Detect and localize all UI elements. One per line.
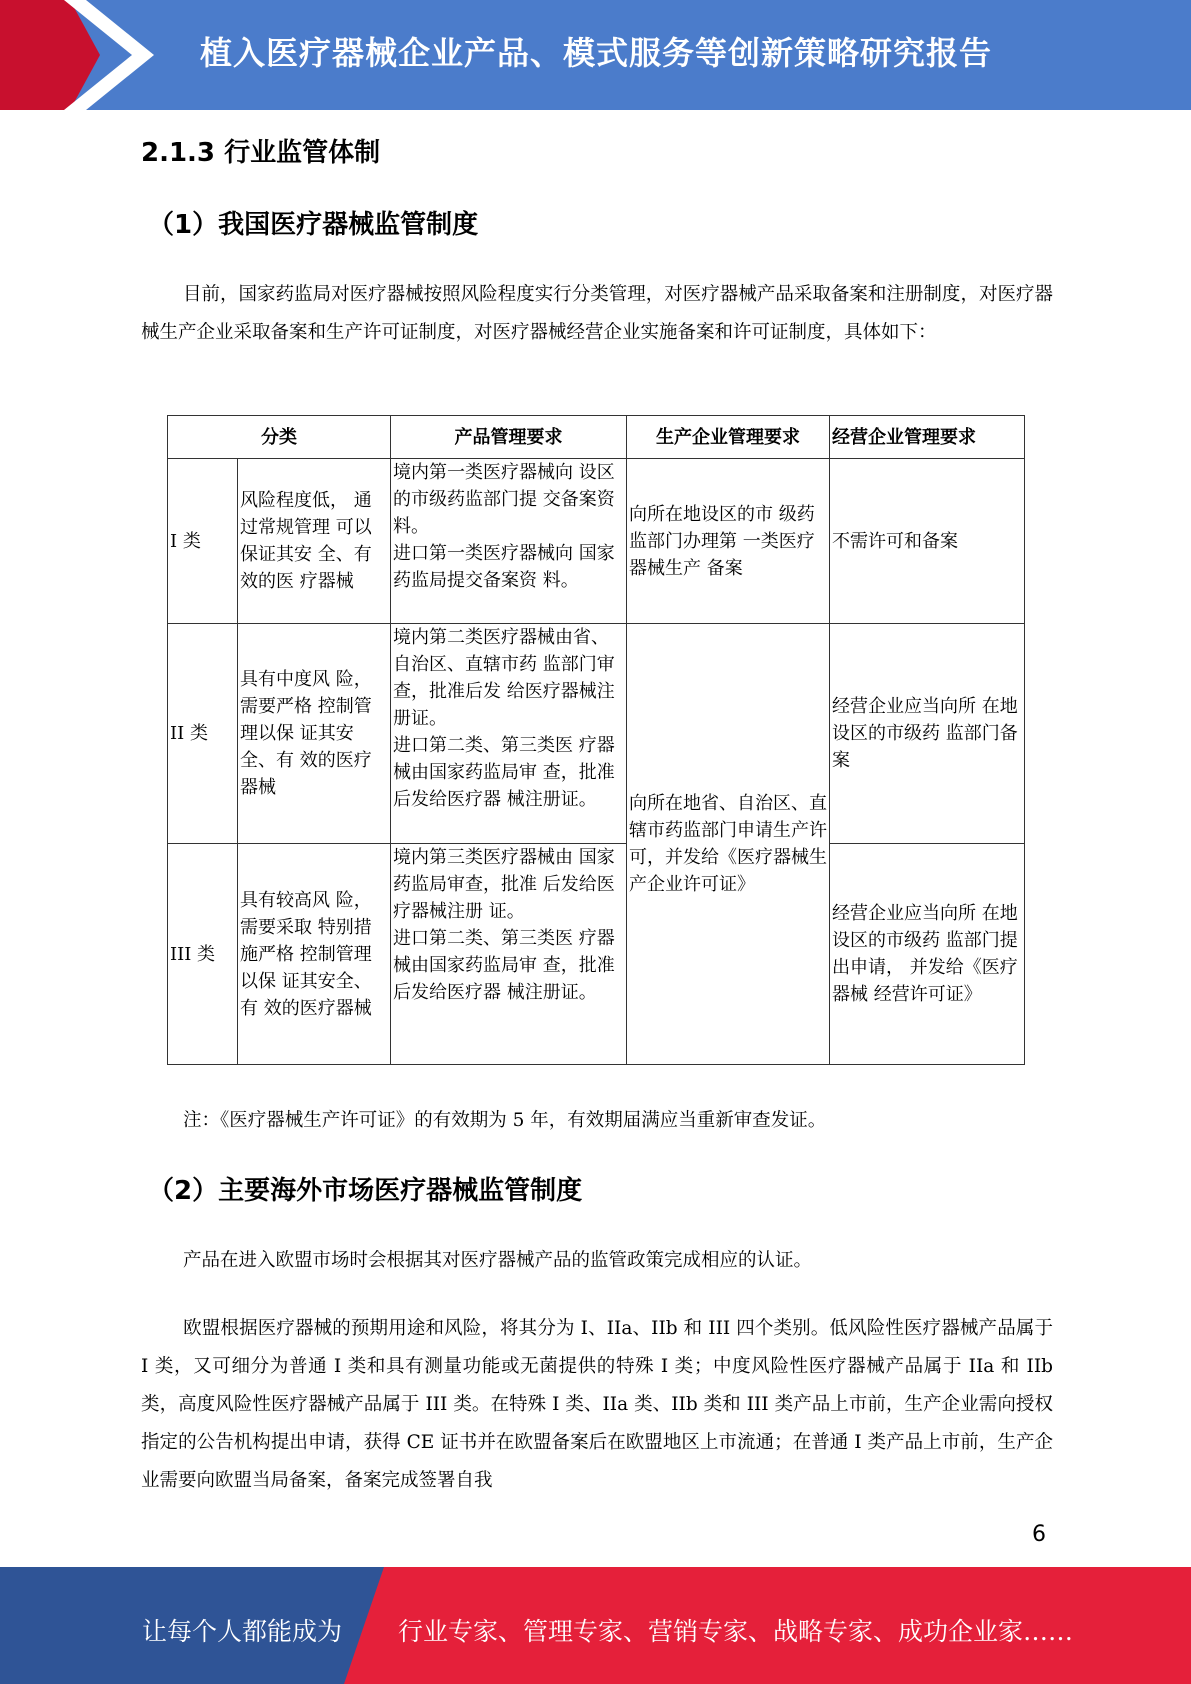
risk-description-cell: 具有较高风 险，需要采取 特别措施严格 控制管理以保 证其安全、有 效的医疗器械 xyxy=(238,844,391,1065)
table-row xyxy=(168,844,1025,1065)
page-number: 6 xyxy=(1032,1522,1046,1547)
business-requirement-cell: 经营企业应当向所 在地设区的市级药 监部门提出申请， 并发给《医疗器械 经营许可证》 xyxy=(830,844,1025,1065)
page-header-banner xyxy=(0,0,1191,110)
header-classification: 分类 xyxy=(168,416,391,459)
product-requirement-cell: 境内第一类医疗器械向 设区的市级药监部门提 交备案资料。 进口第一类医疗器械向 国家药监局提交备案资 料。 xyxy=(391,459,627,624)
class-cell: II 类 xyxy=(168,624,238,844)
business-requirement-cell: 经营企业应当向所 在地设区的市级药 监部门备案 xyxy=(830,624,1025,844)
footer-slogan-left: 让每个人都能成为 xyxy=(142,1617,343,1646)
production-requirement-cell: 向所在地设区的市 级药监部门办理第 一类医疗器械生产 备案 xyxy=(627,459,830,624)
page-footer-banner xyxy=(0,1567,1191,1684)
class-cell: I 类 xyxy=(168,459,238,624)
header-product-requirements: 产品管理要求 xyxy=(391,416,627,459)
production-requirement-cell: 向所在地省、自治区、直辖市药监部门申请生产许可，并发给《医疗器械生产企业许可证》 xyxy=(627,624,830,1065)
product-requirement-cell: 境内第二类医疗器械由省、自治区、直辖市药 监部门审查，批准后发 给医疗器械注册证。 进口第二类、第三类医 疗器械由国家药监局审 查，批准后发给医疗器 械注册证。 xyxy=(391,624,627,844)
business-requirement-cell: 不需许可和备案 xyxy=(830,459,1025,624)
subsection-heading-overseas: （2）主要海外市场医疗器械监管制度 xyxy=(148,1176,583,1206)
product-requirement-cell: 境内第三类医疗器械由 国家药监局审查，批准 后发给医疗器械注册 证。 进口第二类、第三类医 疗器械由国家药监局审 查，批准后发给医疗器 械注册证。 xyxy=(391,844,627,1065)
subsection-heading-domestic: （1）我国医疗器械监管制度 xyxy=(148,210,479,240)
class-cell: III 类 xyxy=(168,844,238,1065)
header-production-requirements: 生产企业管理要求 xyxy=(627,416,830,459)
table-header-row xyxy=(168,416,1025,459)
header-business-requirements: 经营企业管理要求 xyxy=(830,416,1025,459)
report-title: 植入医疗器械企业产品、模式服务等创新策略研究报告 xyxy=(200,34,993,72)
eu-intro-paragraph: 产品在进入欧盟市场时会根据其对医疗器械产品的监管政策完成相应的认证。 xyxy=(183,1250,813,1271)
section-heading: 2.1.3 行业监管体制 xyxy=(141,138,381,168)
regulation-table xyxy=(167,415,1025,1065)
risk-description-cell: 风险程度低， 通过常规管理 可以保证其安 全、有效的医 疗器械 xyxy=(238,459,391,624)
footer-slogan-right: 行业专家、管理专家、营销专家、战略专家、成功企业家…… xyxy=(398,1617,1074,1646)
risk-description-cell: 具有中度风 险，需要严格 控制管理以保 证其安全、有 效的医疗器械 xyxy=(238,624,391,844)
table-row xyxy=(168,624,1025,844)
table-row xyxy=(168,459,1025,624)
intro-paragraph: 目前，国家药监局对医疗器械按照风险程度实行分类管理，对医疗器械产品采取备案和注册制度，对医疗器械生产企业采取备案和生产许可证制度，对医疗器械经营企业实施备案和许可证制度，具体如下： xyxy=(141,284,1053,343)
table-note: 注：《医疗器械生产许可证》的有效期为 5 年，有效期届满应当重新审查发证。 xyxy=(183,1110,827,1131)
eu-classification-paragraph: 欧盟根据医疗器械的预期用途和风险，将其分为 I、IIa、IIb 和 III 四个类别。低风险性医疗器械产品属于 I 类，又可细分为普通 I 类和具有测量功能或无菌提供的特殊 I 类；中度风险性医疗器械产品属于 IIa 和 IIb 类，高度风险性医疗器械产品属于 III 类。在特殊 I 类、IIa 类、IIb 类和 III 类产品上市前，生产企业需向授权指定的公告机构提出申请，获得 CE 证书并在欧盟备案后在欧盟地区上市流通；在普通 I 类产品上市前，生产企业需要向欧盟当局备案，备案完成签署自我 xyxy=(141,1318,1053,1491)
